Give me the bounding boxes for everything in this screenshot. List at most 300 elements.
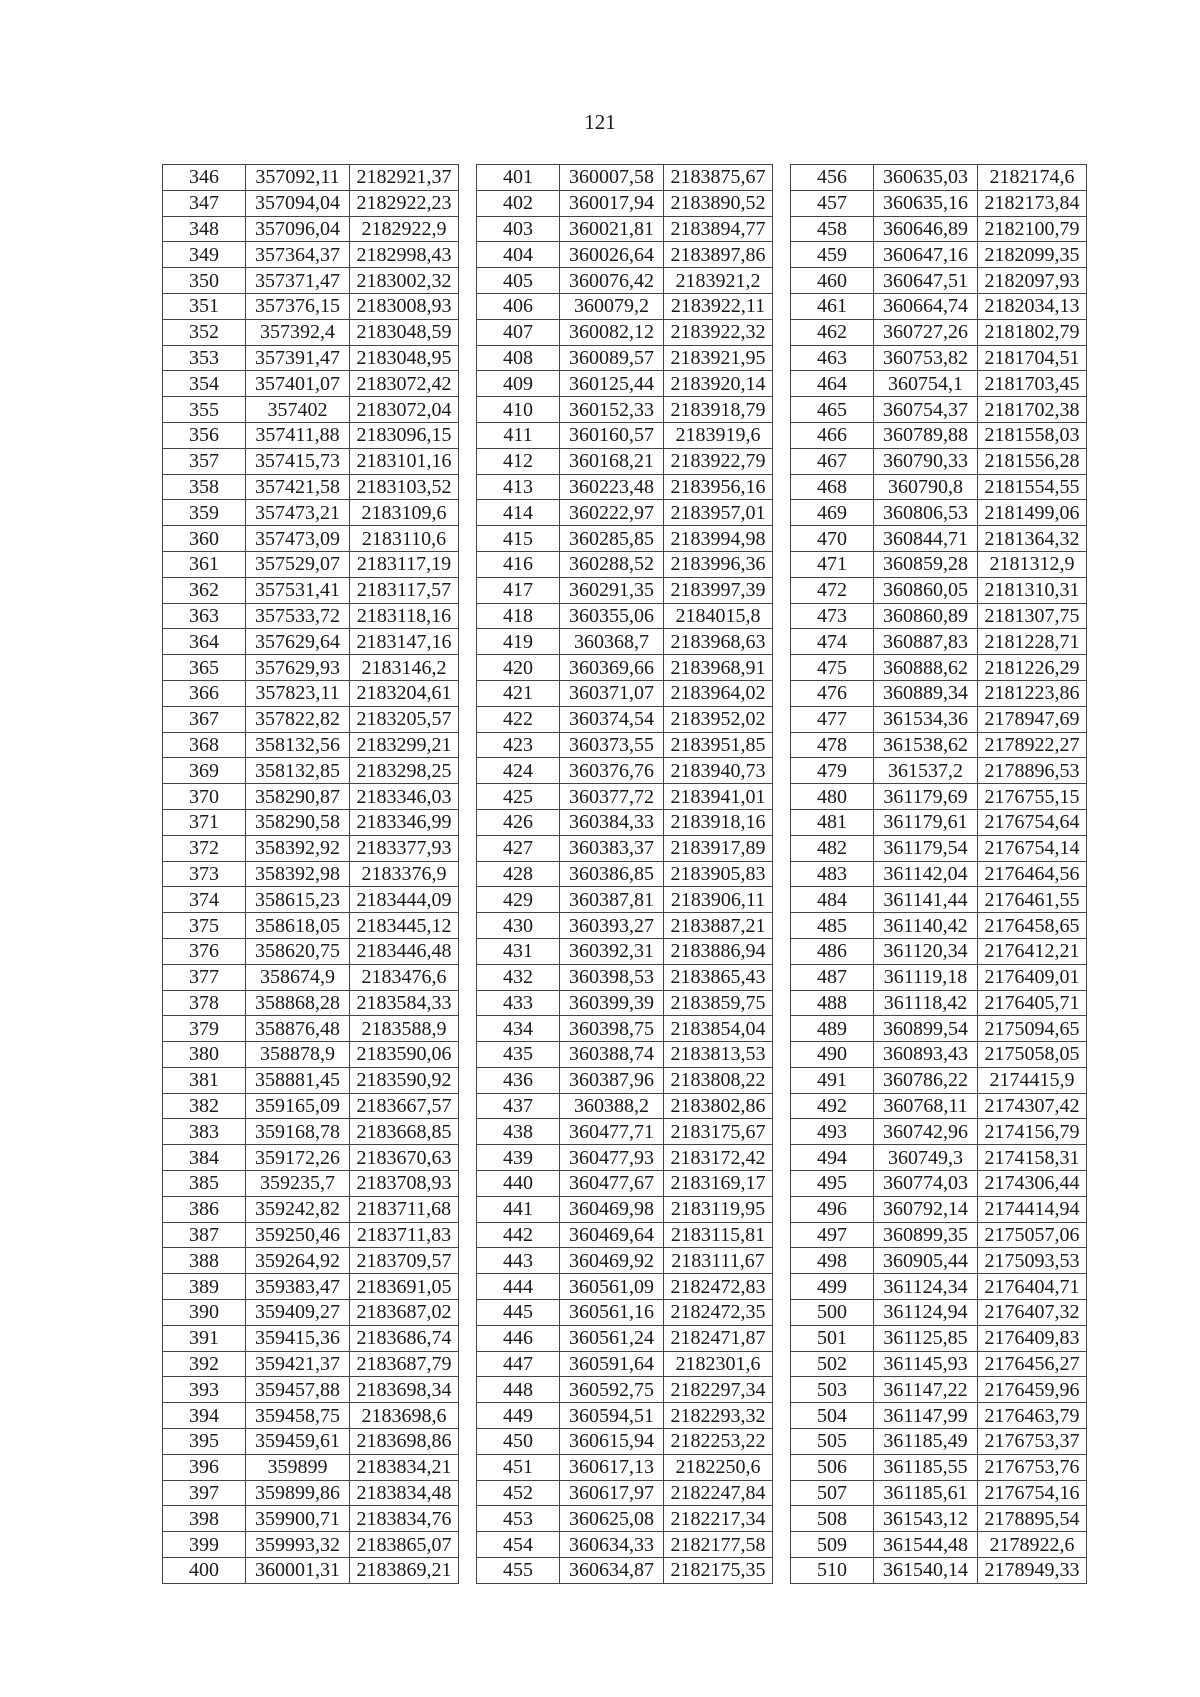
y-coordinate-cell: 2183476,6 <box>350 964 459 990</box>
y-coordinate-cell: 2183922,32 <box>664 319 773 345</box>
table-row <box>477 1067 773 1093</box>
x-coordinate-cell: 360625,08 <box>560 1506 664 1532</box>
x-coordinate-cell: 360905,44 <box>874 1248 978 1274</box>
y-coordinate-cell: 2181312,9 <box>978 551 1087 577</box>
table-row <box>163 706 459 732</box>
table-row <box>163 784 459 810</box>
table-row <box>791 293 1087 319</box>
point-number-cell: 381 <box>163 1067 246 1093</box>
x-coordinate-cell: 361540,14 <box>874 1558 978 1584</box>
point-number-cell: 469 <box>791 500 874 526</box>
y-coordinate-cell: 2183298,25 <box>350 758 459 784</box>
point-number-cell: 463 <box>791 345 874 371</box>
y-coordinate-cell: 2183887,21 <box>664 913 773 939</box>
table-row <box>477 1351 773 1377</box>
x-coordinate-cell: 358132,56 <box>246 732 350 758</box>
point-number-cell: 460 <box>791 268 874 294</box>
table-row <box>163 887 459 913</box>
point-number-cell: 372 <box>163 835 246 861</box>
x-coordinate-cell: 358620,75 <box>246 938 350 964</box>
point-number-cell: 378 <box>163 990 246 1016</box>
x-coordinate-cell: 357092,11 <box>246 165 350 191</box>
table-row <box>477 1171 773 1197</box>
table-row <box>791 706 1087 732</box>
point-number-cell: 495 <box>791 1171 874 1197</box>
y-coordinate-cell: 2183667,57 <box>350 1093 459 1119</box>
x-coordinate-cell: 360888,62 <box>874 655 978 681</box>
table-row <box>477 1196 773 1222</box>
point-number-cell: 380 <box>163 1042 246 1068</box>
y-coordinate-cell: 2181310,31 <box>978 577 1087 603</box>
x-coordinate-cell: 360384,33 <box>560 809 664 835</box>
table-row <box>163 938 459 964</box>
table-row <box>477 1532 773 1558</box>
x-coordinate-cell: 360754,1 <box>874 371 978 397</box>
x-coordinate-cell: 360753,82 <box>874 345 978 371</box>
point-number-cell: 472 <box>791 577 874 603</box>
y-coordinate-cell: 2182921,37 <box>350 165 459 191</box>
table-row <box>163 526 459 552</box>
x-coordinate-cell: 360561,16 <box>560 1300 664 1326</box>
y-coordinate-cell: 2183205,57 <box>350 706 459 732</box>
x-coordinate-cell: 360469,92 <box>560 1248 664 1274</box>
x-coordinate-cell: 357094,04 <box>246 190 350 216</box>
x-coordinate-cell: 361119,18 <box>874 964 978 990</box>
x-coordinate-cell: 360368,7 <box>560 629 664 655</box>
point-number-cell: 501 <box>791 1325 874 1351</box>
y-coordinate-cell: 2178922,27 <box>978 732 1087 758</box>
table-row <box>791 397 1087 423</box>
y-coordinate-cell: 2174156,79 <box>978 1119 1087 1145</box>
y-coordinate-cell: 2183299,21 <box>350 732 459 758</box>
y-coordinate-cell: 2183996,36 <box>664 551 773 577</box>
y-coordinate-cell: 2183111,67 <box>664 1248 773 1274</box>
point-number-cell: 411 <box>477 422 560 448</box>
table-row <box>477 758 773 784</box>
point-number-cell: 356 <box>163 422 246 448</box>
y-coordinate-cell: 2183204,61 <box>350 680 459 706</box>
table-row <box>477 1558 773 1584</box>
y-coordinate-cell: 2178922,6 <box>978 1532 1087 1558</box>
x-coordinate-cell: 358392,98 <box>246 861 350 887</box>
x-coordinate-cell: 361147,99 <box>874 1403 978 1429</box>
point-number-cell: 430 <box>477 913 560 939</box>
table-row <box>791 526 1087 552</box>
table-row <box>163 1351 459 1377</box>
point-number-cell: 388 <box>163 1248 246 1274</box>
y-coordinate-cell: 2183865,07 <box>350 1532 459 1558</box>
point-number-cell: 439 <box>477 1145 560 1171</box>
x-coordinate-cell: 360477,93 <box>560 1145 664 1171</box>
x-coordinate-cell: 357629,93 <box>246 655 350 681</box>
point-number-cell: 413 <box>477 474 560 500</box>
x-coordinate-cell: 360026,64 <box>560 242 664 268</box>
table-row <box>477 371 773 397</box>
table-row <box>163 655 459 681</box>
point-number-cell: 420 <box>477 655 560 681</box>
y-coordinate-cell: 2183048,95 <box>350 345 459 371</box>
table-row <box>477 1480 773 1506</box>
y-coordinate-cell: 2183918,79 <box>664 397 773 423</box>
table-row <box>477 784 773 810</box>
y-coordinate-cell: 2183698,34 <box>350 1377 459 1403</box>
x-coordinate-cell: 360386,85 <box>560 861 664 887</box>
point-number-cell: 397 <box>163 1480 246 1506</box>
y-coordinate-cell: 2183687,02 <box>350 1300 459 1326</box>
y-coordinate-cell: 2178895,54 <box>978 1506 1087 1532</box>
x-coordinate-cell: 360727,26 <box>874 319 978 345</box>
point-number-cell: 487 <box>791 964 874 990</box>
table-row <box>477 1145 773 1171</box>
x-coordinate-cell: 360017,94 <box>560 190 664 216</box>
x-coordinate-cell: 361140,42 <box>874 913 978 939</box>
x-coordinate-cell: 360786,22 <box>874 1067 978 1093</box>
y-coordinate-cell: 2182471,87 <box>664 1325 773 1351</box>
point-number-cell: 467 <box>791 448 874 474</box>
point-number-cell: 447 <box>477 1351 560 1377</box>
y-coordinate-cell: 2178949,33 <box>978 1558 1087 1584</box>
x-coordinate-cell: 360615,94 <box>560 1429 664 1455</box>
x-coordinate-cell: 360789,88 <box>874 422 978 448</box>
table-row <box>791 913 1087 939</box>
table-row <box>477 319 773 345</box>
y-coordinate-cell: 2183698,6 <box>350 1403 459 1429</box>
table-row <box>791 242 1087 268</box>
point-number-cell: 483 <box>791 861 874 887</box>
x-coordinate-cell: 360754,37 <box>874 397 978 423</box>
x-coordinate-cell: 360592,75 <box>560 1377 664 1403</box>
point-number-cell: 346 <box>163 165 246 191</box>
x-coordinate-cell: 360591,64 <box>560 1351 664 1377</box>
x-coordinate-cell: 357415,73 <box>246 448 350 474</box>
y-coordinate-cell: 2183918,16 <box>664 809 773 835</box>
y-coordinate-cell: 2182174,6 <box>978 165 1087 191</box>
point-number-cell: 374 <box>163 887 246 913</box>
table-row <box>791 500 1087 526</box>
point-number-cell: 436 <box>477 1067 560 1093</box>
y-coordinate-cell: 2181226,29 <box>978 655 1087 681</box>
table-row <box>791 577 1087 603</box>
x-coordinate-cell: 357531,41 <box>246 577 350 603</box>
x-coordinate-cell: 357376,15 <box>246 293 350 319</box>
table-row <box>163 629 459 655</box>
point-number-cell: 427 <box>477 835 560 861</box>
table-row <box>477 887 773 913</box>
y-coordinate-cell: 2183588,9 <box>350 1016 459 1042</box>
y-coordinate-cell: 2183921,2 <box>664 268 773 294</box>
y-coordinate-cell: 2181558,03 <box>978 422 1087 448</box>
y-coordinate-cell: 2183711,83 <box>350 1222 459 1248</box>
x-coordinate-cell: 360594,51 <box>560 1403 664 1429</box>
x-coordinate-cell: 360399,39 <box>560 990 664 1016</box>
table-row <box>477 1300 773 1326</box>
x-coordinate-cell: 361145,93 <box>874 1351 978 1377</box>
table-row <box>163 1325 459 1351</box>
y-coordinate-cell: 2183813,53 <box>664 1042 773 1068</box>
point-number-cell: 490 <box>791 1042 874 1068</box>
table-row <box>791 1377 1087 1403</box>
y-coordinate-cell: 2183708,93 <box>350 1171 459 1197</box>
point-number-cell: 499 <box>791 1274 874 1300</box>
table-row <box>791 551 1087 577</box>
x-coordinate-cell: 359458,75 <box>246 1403 350 1429</box>
y-coordinate-cell: 2182998,43 <box>350 242 459 268</box>
point-number-cell: 508 <box>791 1506 874 1532</box>
table-row <box>791 964 1087 990</box>
point-number-cell: 438 <box>477 1119 560 1145</box>
point-number-cell: 389 <box>163 1274 246 1300</box>
point-number-cell: 498 <box>791 1248 874 1274</box>
table-row <box>791 1093 1087 1119</box>
x-coordinate-cell: 359172,26 <box>246 1145 350 1171</box>
table-row <box>477 242 773 268</box>
x-coordinate-cell: 360398,53 <box>560 964 664 990</box>
point-number-cell: 426 <box>477 809 560 835</box>
point-number-cell: 473 <box>791 603 874 629</box>
y-coordinate-cell: 2183376,9 <box>350 861 459 887</box>
y-coordinate-cell: 2183118,16 <box>350 603 459 629</box>
point-number-cell: 486 <box>791 938 874 964</box>
y-coordinate-cell: 2181802,79 <box>978 319 1087 345</box>
table-row <box>477 397 773 423</box>
y-coordinate-cell: 2183906,11 <box>664 887 773 913</box>
y-coordinate-cell: 2183957,01 <box>664 500 773 526</box>
table-row <box>163 680 459 706</box>
coordinates-table-2 <box>476 164 773 1584</box>
x-coordinate-cell: 360561,09 <box>560 1274 664 1300</box>
point-number-cell: 357 <box>163 448 246 474</box>
table-row <box>163 293 459 319</box>
point-number-cell: 454 <box>477 1532 560 1558</box>
table-row <box>163 1248 459 1274</box>
table-row <box>163 990 459 1016</box>
point-number-cell: 485 <box>791 913 874 939</box>
point-number-cell: 384 <box>163 1145 246 1171</box>
point-number-cell: 425 <box>477 784 560 810</box>
table-row <box>163 1171 459 1197</box>
x-coordinate-cell: 358392,92 <box>246 835 350 861</box>
point-number-cell: 408 <box>477 345 560 371</box>
x-coordinate-cell: 359899 <box>246 1454 350 1480</box>
point-number-cell: 492 <box>791 1093 874 1119</box>
y-coordinate-cell: 2174414,94 <box>978 1196 1087 1222</box>
point-number-cell: 428 <box>477 861 560 887</box>
point-number-cell: 440 <box>477 1171 560 1197</box>
point-number-cell: 442 <box>477 1222 560 1248</box>
point-number-cell: 465 <box>791 397 874 423</box>
point-number-cell: 443 <box>477 1248 560 1274</box>
x-coordinate-cell: 360774,03 <box>874 1171 978 1197</box>
table-row <box>163 1145 459 1171</box>
table-row <box>477 190 773 216</box>
point-number-cell: 471 <box>791 551 874 577</box>
table-row <box>791 165 1087 191</box>
table-row <box>477 1506 773 1532</box>
point-number-cell: 394 <box>163 1403 246 1429</box>
point-number-cell: 414 <box>477 500 560 526</box>
point-number-cell: 386 <box>163 1196 246 1222</box>
table-row <box>477 526 773 552</box>
y-coordinate-cell: 2182472,83 <box>664 1274 773 1300</box>
point-number-cell: 456 <box>791 165 874 191</box>
table-row <box>163 1403 459 1429</box>
y-coordinate-cell: 2183834,48 <box>350 1480 459 1506</box>
y-coordinate-cell: 2176404,71 <box>978 1274 1087 1300</box>
x-coordinate-cell: 360634,33 <box>560 1532 664 1558</box>
point-number-cell: 405 <box>477 268 560 294</box>
x-coordinate-cell: 360387,96 <box>560 1067 664 1093</box>
y-coordinate-cell: 2176458,65 <box>978 913 1087 939</box>
x-coordinate-cell: 359459,61 <box>246 1429 350 1455</box>
y-coordinate-cell: 2182097,93 <box>978 268 1087 294</box>
x-coordinate-cell: 360388,2 <box>560 1093 664 1119</box>
y-coordinate-cell: 2183691,05 <box>350 1274 459 1300</box>
y-coordinate-cell: 2183968,63 <box>664 629 773 655</box>
point-number-cell: 412 <box>477 448 560 474</box>
x-coordinate-cell: 361534,36 <box>874 706 978 732</box>
table-row <box>791 1480 1087 1506</box>
x-coordinate-cell: 360664,74 <box>874 293 978 319</box>
table-row <box>163 1093 459 1119</box>
x-coordinate-cell: 357629,64 <box>246 629 350 655</box>
point-number-cell: 505 <box>791 1429 874 1455</box>
table-row <box>477 629 773 655</box>
y-coordinate-cell: 2182293,32 <box>664 1403 773 1429</box>
point-number-cell: 453 <box>477 1506 560 1532</box>
y-coordinate-cell: 2182297,34 <box>664 1377 773 1403</box>
point-number-cell: 385 <box>163 1171 246 1197</box>
x-coordinate-cell: 361179,61 <box>874 809 978 835</box>
x-coordinate-cell: 360859,28 <box>874 551 978 577</box>
y-coordinate-cell: 2181554,55 <box>978 474 1087 500</box>
point-number-cell: 509 <box>791 1532 874 1558</box>
point-number-cell: 377 <box>163 964 246 990</box>
table-row <box>791 990 1087 1016</box>
y-coordinate-cell: 2183670,63 <box>350 1145 459 1171</box>
point-number-cell: 432 <box>477 964 560 990</box>
point-number-cell: 431 <box>477 938 560 964</box>
y-coordinate-cell: 2182922,23 <box>350 190 459 216</box>
point-number-cell: 507 <box>791 1480 874 1506</box>
table-row <box>163 1480 459 1506</box>
point-number-cell: 417 <box>477 577 560 603</box>
point-number-cell: 409 <box>477 371 560 397</box>
x-coordinate-cell: 361543,12 <box>874 1506 978 1532</box>
point-number-cell: 401 <box>477 165 560 191</box>
point-number-cell: 396 <box>163 1454 246 1480</box>
point-number-cell: 365 <box>163 655 246 681</box>
table-row <box>791 1222 1087 1248</box>
x-coordinate-cell: 361124,94 <box>874 1300 978 1326</box>
y-coordinate-cell: 2183968,91 <box>664 655 773 681</box>
point-number-cell: 355 <box>163 397 246 423</box>
y-coordinate-cell: 2183444,09 <box>350 887 459 913</box>
table-row <box>791 1454 1087 1480</box>
y-coordinate-cell: 2183072,42 <box>350 371 459 397</box>
point-number-cell: 452 <box>477 1480 560 1506</box>
x-coordinate-cell: 357823,11 <box>246 680 350 706</box>
x-coordinate-cell: 360387,81 <box>560 887 664 913</box>
point-number-cell: 484 <box>791 887 874 913</box>
x-coordinate-cell: 360377,72 <box>560 784 664 810</box>
table-row <box>163 1196 459 1222</box>
y-coordinate-cell: 2183994,98 <box>664 526 773 552</box>
table-row <box>163 861 459 887</box>
x-coordinate-cell: 360792,14 <box>874 1196 978 1222</box>
y-coordinate-cell: 2183590,92 <box>350 1067 459 1093</box>
x-coordinate-cell: 360160,57 <box>560 422 664 448</box>
table-row <box>163 474 459 500</box>
point-number-cell: 423 <box>477 732 560 758</box>
y-coordinate-cell: 2183709,57 <box>350 1248 459 1274</box>
x-coordinate-cell: 359993,32 <box>246 1532 350 1558</box>
point-number-cell: 395 <box>163 1429 246 1455</box>
page-number: 121 <box>584 110 616 134</box>
x-coordinate-cell: 357529,07 <box>246 551 350 577</box>
y-coordinate-cell: 2176407,32 <box>978 1300 1087 1326</box>
y-coordinate-cell: 2176461,55 <box>978 887 1087 913</box>
x-coordinate-cell: 359899,86 <box>246 1480 350 1506</box>
point-number-cell: 422 <box>477 706 560 732</box>
x-coordinate-cell: 360152,33 <box>560 397 664 423</box>
point-number-cell: 379 <box>163 1016 246 1042</box>
point-number-cell: 497 <box>791 1222 874 1248</box>
point-number-cell: 459 <box>791 242 874 268</box>
y-coordinate-cell: 2174306,44 <box>978 1171 1087 1197</box>
table-row <box>477 474 773 500</box>
table-row <box>791 938 1087 964</box>
x-coordinate-cell: 360477,67 <box>560 1171 664 1197</box>
x-coordinate-cell: 360635,03 <box>874 165 978 191</box>
point-number-cell: 367 <box>163 706 246 732</box>
y-coordinate-cell: 2176409,83 <box>978 1325 1087 1351</box>
y-coordinate-cell: 2182099,35 <box>978 242 1087 268</box>
table-row <box>791 784 1087 810</box>
y-coordinate-cell: 2183446,48 <box>350 938 459 964</box>
coordinates-table-1 <box>162 164 459 1584</box>
point-number-cell: 410 <box>477 397 560 423</box>
table-row <box>477 809 773 835</box>
x-coordinate-cell: 358868,28 <box>246 990 350 1016</box>
point-number-cell: 470 <box>791 526 874 552</box>
point-number-cell: 347 <box>163 190 246 216</box>
y-coordinate-cell: 2181223,86 <box>978 680 1087 706</box>
y-coordinate-cell: 2176754,64 <box>978 809 1087 835</box>
y-coordinate-cell: 2176753,37 <box>978 1429 1087 1455</box>
point-number-cell: 445 <box>477 1300 560 1326</box>
point-number-cell: 424 <box>477 758 560 784</box>
y-coordinate-cell: 2176459,96 <box>978 1377 1087 1403</box>
y-coordinate-cell: 2176755,15 <box>978 784 1087 810</box>
table-row <box>791 1506 1087 1532</box>
y-coordinate-cell: 2181228,71 <box>978 629 1087 655</box>
x-coordinate-cell: 361179,54 <box>874 835 978 861</box>
y-coordinate-cell: 2183147,16 <box>350 629 459 655</box>
point-number-cell: 449 <box>477 1403 560 1429</box>
y-coordinate-cell: 2176754,16 <box>978 1480 1087 1506</box>
y-coordinate-cell: 2184015,8 <box>664 603 773 629</box>
table-row <box>477 551 773 577</box>
y-coordinate-cell: 2182217,34 <box>664 1506 773 1532</box>
x-coordinate-cell: 360617,97 <box>560 1480 664 1506</box>
point-number-cell: 349 <box>163 242 246 268</box>
point-number-cell: 446 <box>477 1325 560 1351</box>
point-number-cell: 435 <box>477 1042 560 1068</box>
table-row <box>163 242 459 268</box>
point-number-cell: 464 <box>791 371 874 397</box>
x-coordinate-cell: 360469,98 <box>560 1196 664 1222</box>
point-number-cell: 480 <box>791 784 874 810</box>
